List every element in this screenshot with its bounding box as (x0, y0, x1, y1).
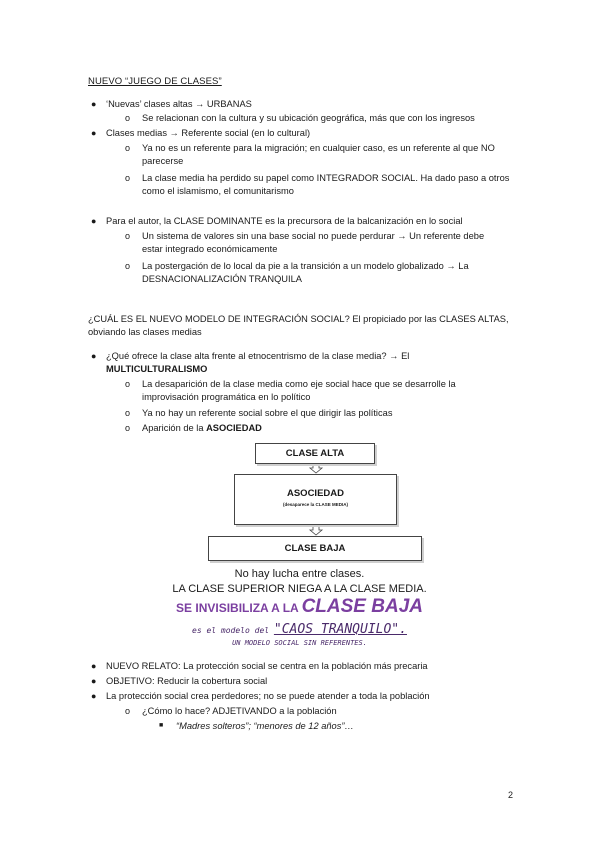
bullet-circle: o (125, 408, 131, 418)
list-item: ‘Nuevas’ clases altas → URBANAS (106, 99, 252, 109)
slogan-line-2: LA CLASE SUPERIOR NIEGA A LA CLASE MEDIA. (172, 583, 427, 595)
list-item: Se relacionan con la cultura y su ubicación geográfica, más que con los ingresos (142, 113, 475, 123)
list-item: La protección social crea perdedores; no se puede atender a toda la población (106, 691, 430, 701)
bullet-square: ■ (159, 722, 164, 729)
slogan-text: SE INVISIBILIZA A LA (176, 601, 302, 615)
down-arrow-icon (310, 526, 322, 535)
bullet-dot: ● (91, 99, 97, 109)
list-item-cont: como el islamismo, el comunitarismo (142, 186, 294, 196)
bullet-dot: ● (91, 216, 97, 226)
question-heading: ¿CUÁL ES EL NUEVO MODELO DE INTEGRACIÓN SOCIAL? El propiciado por las CLASES ALTAS, (88, 314, 509, 324)
bullet-dot: ● (91, 128, 97, 138)
question-heading-cont: obviando las clases medias (88, 327, 202, 337)
list-item-cont: parecerse (142, 156, 184, 166)
down-arrow-icon (310, 464, 322, 473)
bullet-circle: o (125, 173, 131, 183)
diagram-label: CLASE BAJA (284, 543, 346, 554)
bullet-circle: o (125, 231, 131, 241)
bullet-circle: o (125, 706, 131, 716)
list-item: Un sistema de valores sin una base social no puede perdurar → Un referente debe (142, 231, 485, 241)
list-item: Para el autor, la CLASE DOMINANTE es la precursora de la balcanización en lo social (106, 216, 463, 226)
section-title: NUEVO “JUEGO DE CLASES” (88, 76, 222, 87)
list-item: La clase media ha perdido su papel como INTEGRADOR SOCIAL. Ha dado paso a otros (142, 173, 510, 183)
list-item-cont: estar integrado económicamente (142, 244, 278, 254)
slogan-line-4 (0, 619, 599, 640)
page-number: 2 (508, 790, 514, 800)
bullet-circle: o (125, 143, 131, 153)
list-item: La postergación de lo local da pie a la transición a un modelo globalizado → La (142, 261, 469, 271)
list-item-cont: improvisación programática en lo político (142, 392, 311, 402)
slogan-emphasis: CLASE BAJA (301, 596, 423, 617)
list-item: Clases medias → Referente social (en lo cultural) (106, 128, 311, 138)
list-item: La desaparición de la clase media como eje social hace que se desarrolle la (142, 379, 456, 389)
list-item: NUEVO RELATO: La protección social se centra en la población más precaria (106, 661, 428, 671)
bullet-dot: ● (91, 351, 97, 361)
bullet-circle: o (125, 261, 131, 271)
diagram-label: ASOCIEDAD (286, 488, 344, 499)
diagram-sublabel: (desaparece la CLASE MEDIA) (282, 502, 349, 507)
bullet-circle: o (125, 423, 131, 433)
diagram-box-top (255, 443, 375, 464)
list-item: ¿Qué ofrece la clase alta frente al etnocentrismo de la clase media? → El (106, 351, 410, 361)
slogan-line-3 (0, 597, 599, 618)
list-item: ¿Cómo lo hace? ADJETIVANDO a la población (142, 706, 337, 716)
bullet-dot: ● (91, 676, 97, 686)
list-item: Ya no hay un referente social sobre el que dirigir las políticas (142, 408, 393, 418)
slogan-emphasis: "CAOS TRANQUILO". (273, 622, 407, 637)
list-item-cont: MULTICULTURALISMO (106, 364, 208, 374)
list-item-text: Aparición de la (142, 423, 207, 433)
slogan-text: es el modelo del (192, 626, 274, 635)
slogan-line-1: No hay lucha entre clases. (234, 568, 365, 580)
list-item-cont: DESNACIONALIZACIÓN TRANQUILA (142, 274, 302, 284)
diagram-box-bottom (208, 536, 422, 561)
bullet-dot: ● (91, 691, 97, 701)
bullet-circle: o (125, 379, 131, 389)
slogan-line-5: UN MODELO SOCIAL SIN REFERENTES. (232, 639, 367, 647)
list-item: Ya no es un referente para la migración; en cualquier caso, es un referente al que NO (142, 143, 495, 153)
bullet-dot: ● (91, 661, 97, 671)
diagram-box-middle (234, 474, 397, 525)
list-item: OBJETIVO: Reducir la cobertura social (106, 676, 268, 686)
diagram-label: CLASE ALTA (285, 448, 345, 459)
bullet-circle: o (125, 113, 131, 123)
list-item: “Madres solteros”; “menores de 12 años”… (176, 721, 354, 731)
list-item-bold: ASOCIEDAD (206, 423, 262, 433)
